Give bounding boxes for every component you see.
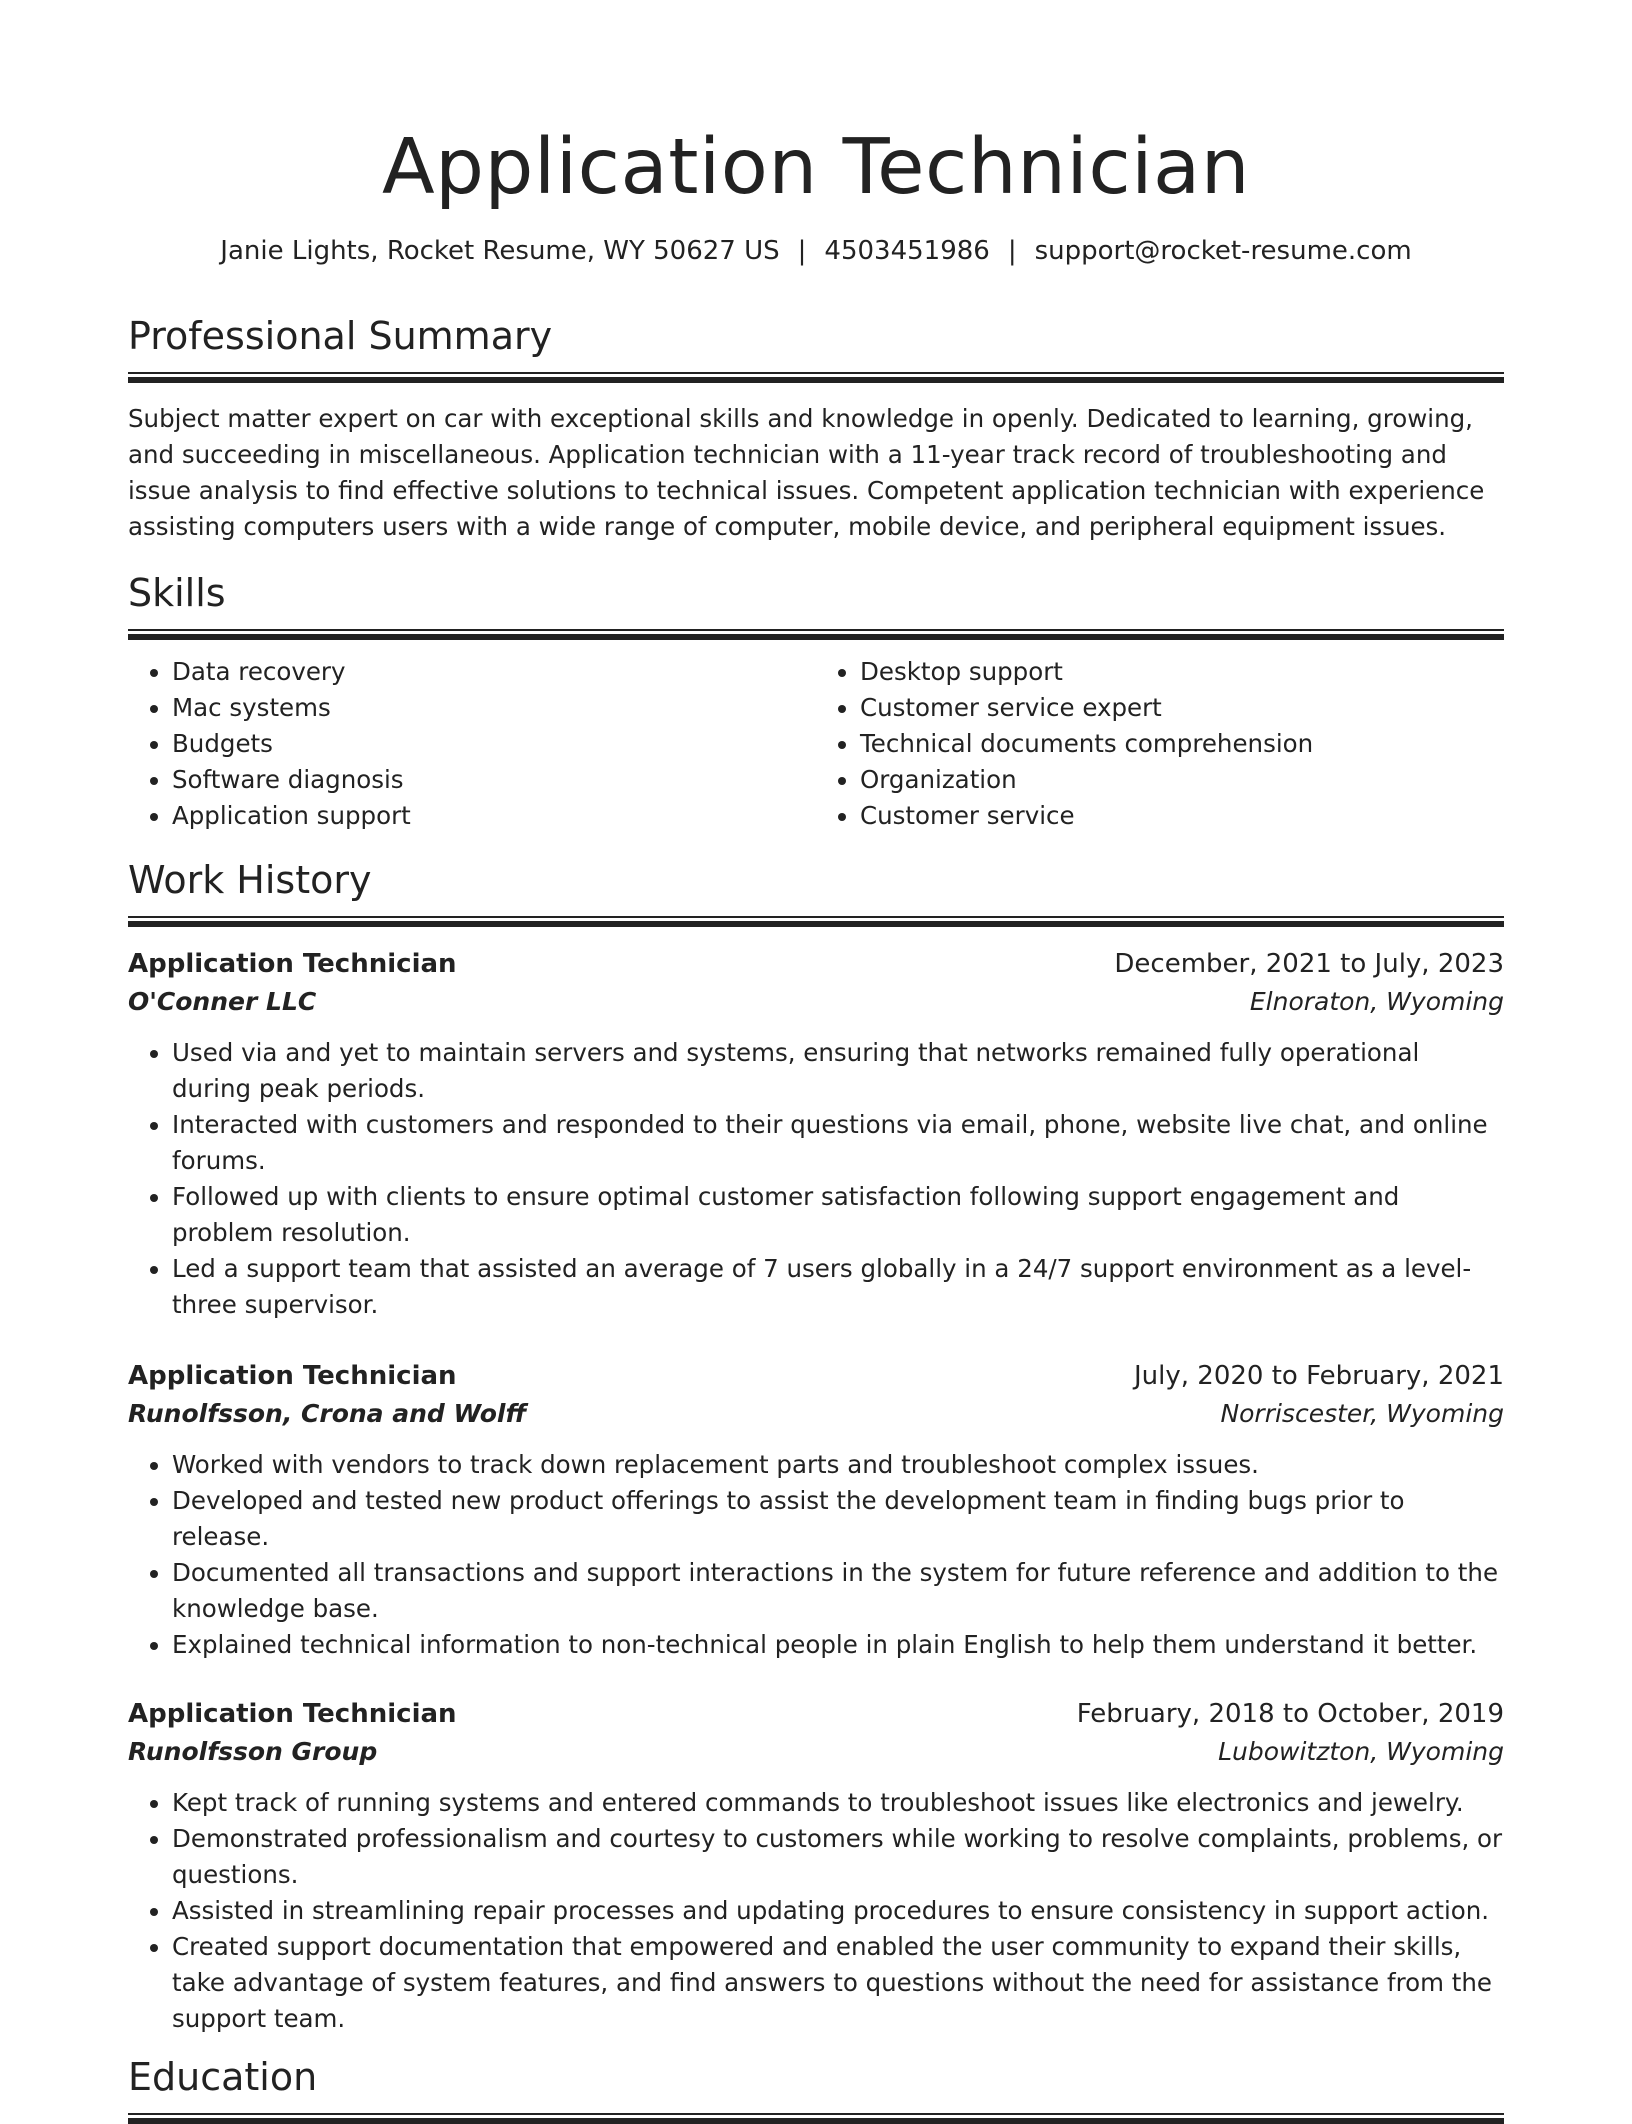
work-history-section — [128, 856, 1504, 2037]
skill-item: • Customer service expert — [860, 690, 1504, 726]
skill-item: • Organization — [860, 762, 1504, 798]
job-company: Runolfsson Group — [128, 1737, 378, 1766]
contact-email: support@rocket-resume.com — [1034, 236, 1412, 266]
section-heading-summary: Professional Summary — [128, 314, 553, 358]
job-entry — [128, 1357, 1504, 1663]
job-bullet: • Assisted in streamlining repair processes and updating procedures to ensure consistency in support action. — [172, 1893, 1504, 1929]
summary-text: Subject matter expert on car with exceptional skills and knowledge in openly. Dedicated to learning, growing, and succeeding in miscellaneous. Application technician with a 11-year track record of troubleshooting and issue analysis to find effective solutions to technical issues. Competent application technician with experience assisting computers users with a wide range of computer, mobile device, and peripheral equipment issues. — [128, 404, 1485, 541]
job-header — [128, 1695, 1504, 1733]
contact-separator: | — [797, 236, 807, 266]
job-bullets — [128, 1785, 1504, 2037]
skill-item: • Customer service — [860, 798, 1504, 834]
skill-item: • Technical documents comprehension — [860, 726, 1504, 762]
job-header — [128, 1357, 1504, 1395]
job-subheader — [128, 1733, 1504, 1771]
skills-section — [128, 569, 1504, 834]
contact-phone: 4503451986 — [824, 236, 990, 266]
job-bullet: • Used via and yet to maintain servers and systems, ensuring that networks remained fully operational during peak periods. — [172, 1035, 1504, 1107]
job-title: Application Technician — [128, 1699, 457, 1729]
job-bullet: • Led a support team that assisted an average of 7 users globally in a 24/7 support environment as a level-three supervisor. — [172, 1251, 1504, 1323]
education-section — [128, 2053, 1504, 2124]
contact-separator: | — [1007, 236, 1017, 266]
contact-address: Janie Lights, Rocket Resume, WY 50627 US — [220, 236, 780, 266]
job-header — [128, 945, 1504, 983]
skills-list-right — [816, 654, 1504, 834]
job-bullet: • Developed and tested new product offerings to assist the development team in finding bugs prior to release. — [172, 1483, 1504, 1555]
job-bullet: • Documented all transactions and support interactions in the system for future reference and addition to the knowledge base. — [172, 1555, 1504, 1627]
section-heading-education: Education — [128, 2055, 318, 2099]
job-location: Elnoraton, Wyoming — [1249, 987, 1504, 1016]
skill-item: • Data recovery — [172, 654, 816, 690]
job-entry — [128, 1695, 1504, 2037]
skill-item: • Application support — [172, 798, 816, 834]
skill-item: • Software diagnosis — [172, 762, 816, 798]
job-entry — [128, 945, 1504, 1323]
job-company: O'Conner LLC — [128, 987, 317, 1016]
skills-list-left — [128, 654, 816, 834]
skill-item: • Mac systems — [172, 690, 816, 726]
job-subheader — [128, 1395, 1504, 1433]
skill-item: • Desktop support — [860, 654, 1504, 690]
section-divider — [128, 629, 1504, 640]
job-company: Runolfsson, Crona and Wolff — [128, 1399, 527, 1428]
job-title: Application Technician — [128, 1361, 457, 1391]
job-location: Norriscester, Wyoming — [1220, 1399, 1504, 1428]
resume-title: Application Technician — [381, 123, 1251, 212]
skill-item: • Budgets — [172, 726, 816, 762]
section-heading-skills: Skills — [128, 571, 226, 615]
section-divider — [128, 916, 1504, 927]
skills-columns — [128, 654, 1504, 834]
job-title: Application Technician — [128, 949, 457, 979]
job-dates: July, 2020 to February, 2021 — [1134, 1361, 1504, 1391]
job-bullet: • Followed up with clients to ensure optimal customer satisfaction following support engagement and problem resolution. — [172, 1179, 1504, 1251]
job-dates: December, 2021 to July, 2023 — [1114, 949, 1504, 979]
job-bullet: • Explained technical information to non-technical people in plain English to help them understand it better. — [172, 1627, 1504, 1663]
summary-section — [128, 312, 1504, 545]
section-heading-work-history: Work History — [128, 858, 372, 902]
job-bullets — [128, 1447, 1504, 1663]
section-divider — [128, 372, 1504, 383]
job-bullet: • Created support documentation that empowered and enabled the user community to expand their skills, take advantage of system features, and find answers to questions without the need for assistance from the support team. — [172, 1929, 1504, 2037]
job-bullet: • Kept track of running systems and entered commands to troubleshoot issues like electronics and jewelry. — [172, 1785, 1504, 1821]
job-bullet: • Demonstrated professionalism and courtesy to customers while working to resolve complaints, problems, or questions. — [172, 1821, 1504, 1893]
job-bullets — [128, 1035, 1504, 1323]
section-divider — [128, 2113, 1504, 2124]
job-bullet: • Worked with vendors to track down replacement parts and troubleshoot complex issues. — [172, 1447, 1504, 1483]
job-subheader — [128, 983, 1504, 1021]
job-bullet: • Interacted with customers and responded to their questions via email, phone, website live chat, and online forums. — [172, 1107, 1504, 1179]
job-location: Lubowitzton, Wyoming — [1218, 1737, 1504, 1766]
contact-line — [128, 234, 1504, 268]
job-dates: February, 2018 to October, 2019 — [1076, 1699, 1504, 1729]
